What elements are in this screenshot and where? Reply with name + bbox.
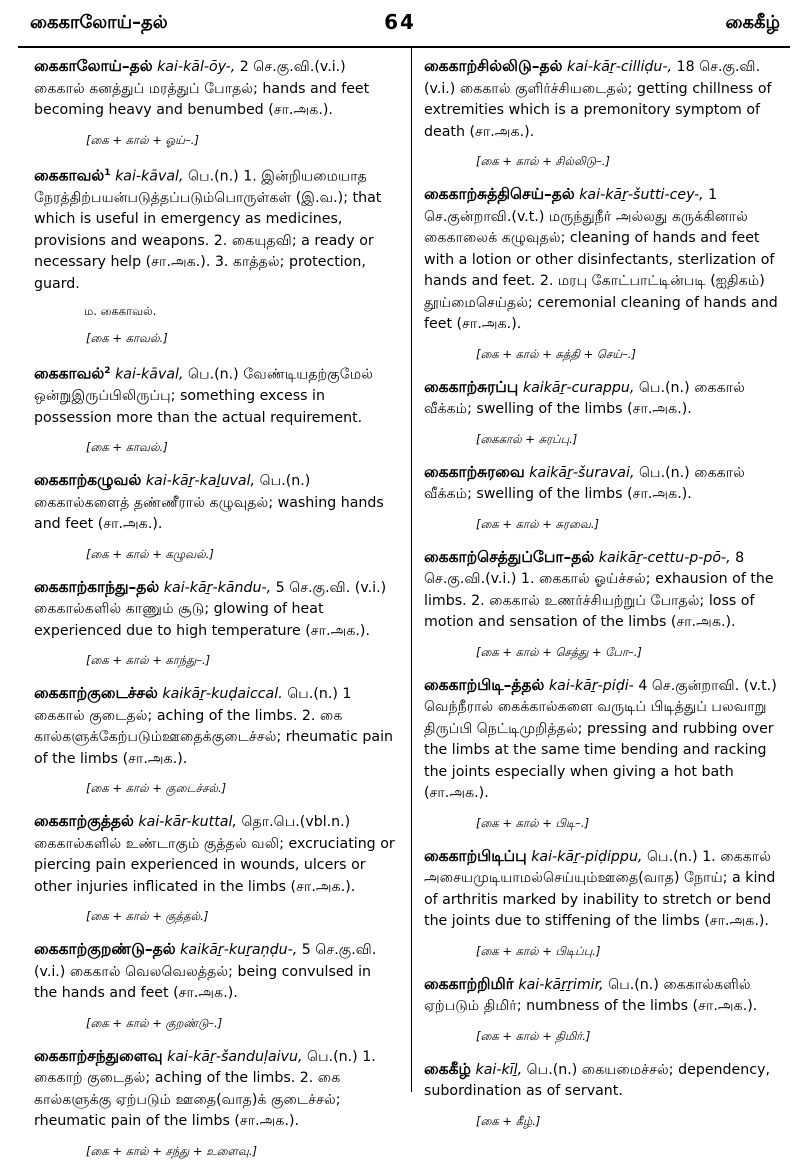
entry-etymology: [கை + கால் + குத்தல்.]: [86, 909, 209, 924]
entry-transliteration: kai-kāṟ-piḍi-: [548, 677, 634, 694]
entry-transliteration: kai-kāṟ-piḍippu,: [531, 848, 643, 865]
entry-transliteration: kai-kāṟ-šutti-cey-,: [579, 187, 704, 203]
dictionary-entry: [34, 361, 398, 429]
entry-definition: 5 செ.கு.வி. (v.i.) கைகால்களில் காணும் சூடு; glowing of heat experienced due to high temperature (சா.அக.).: [34, 579, 387, 639]
entry-etymology: [கை + கால் + சந்து + உளைவு.]: [86, 1143, 258, 1158]
entry-definition: 8 செ.கு.வி.(v.i.) 1. கைகால் ஓய்ச்சல்; exhausion of the limbs. 2. கைகால் உணர்ச்சியற்றுப் போதல்; loss of motion and sensation of the limbs (சா.அக.).: [424, 549, 774, 630]
entry-definition: பெ.(n.) வேண்டியதற்குமேல் ஒன்றுஇருப்பிலிருப்பு; something excess in possession more than the actual requirement.: [34, 366, 374, 426]
entry-etymology: [கை + கால் + திமிர்.]: [476, 1028, 591, 1043]
dictionary-entry: [424, 184, 790, 336]
header-left-guideword: கைகாலோய்–தல்: [30, 12, 168, 33]
dictionary-entry: [424, 1059, 790, 1103]
page-header: [0, 8, 800, 42]
entry-transliteration: kaikāṟ-šuravai,: [529, 464, 635, 481]
entry-superscript: 2: [104, 366, 111, 377]
entry-transliteration: kai-kāṟ-šanduḷaivu,: [167, 1048, 303, 1065]
entry-definition: பெ.(n.) 1. கைகால் அசையமுடியாமல்செய்யும்ஊதை(வாத) நோய்; a kind of arthritis marked by inability to stretch or bend the joints due to stiffening of the limbs (சா.அக.).: [424, 848, 776, 929]
entry-headword: கைகாற்குறண்டு–தல்: [34, 940, 176, 959]
entry-transliteration: kaikāṟ-cettu-p-pō-,: [598, 549, 731, 566]
entry-definition: பெ.(n.) 1 கைகால் குடைதல்; aching of the limbs. 2. கை கால்களுக்கேற்படும்ஊதைக்குடைச்சல்; rheumatic pain of the limbs (சா.அக.).: [34, 686, 394, 767]
entry-transliteration: kai-kāṟ-cilliḍu-,: [567, 59, 673, 75]
entry-transliteration: kaikāṟ-kuṟaṇḍu-,: [180, 942, 298, 959]
entry-headword: கைகாற்குடைச்சல்: [34, 684, 158, 703]
entry-etymology: [கை + கால் + காந்து–.]: [86, 653, 211, 668]
entry-transliteration: kai-kāval,: [115, 168, 184, 185]
entry-definition: தொ.பெ.(vbl.n.) கைகால்களில் உண்டாகும் குத்தல் வலி; excruciating or piercing pain experienced in wounds, ulcers or other injuries inflicated in the limbs (சா.அக.).: [34, 814, 395, 895]
dictionary-entry: [34, 811, 398, 898]
dictionary-entry: [424, 462, 790, 506]
dictionary-entry: [424, 675, 790, 805]
entry-headword: கைகாற்பிடி–த்தல்: [424, 675, 545, 694]
dictionary-entry: [34, 577, 398, 643]
entry-headword: கைகாலோய்–தல்: [34, 57, 153, 75]
entry-definition: பெ.(n.) கைகால் வீக்கம்; swelling of the limbs (சா.அக.).: [424, 379, 745, 417]
entry-transliteration: kai-kāṟṟimir,: [518, 976, 604, 993]
entry-transliteration: kai-kāṟ-kaḻuval,: [145, 473, 256, 490]
entry-etymology: [கை + கீழ்.]: [476, 1113, 541, 1128]
entry-headword: கைகாற்குத்தல்: [34, 812, 134, 831]
entry-etymology: [கை + காவல்.]: [86, 440, 168, 455]
header-right-guideword: கைகீழ்: [725, 12, 780, 33]
entry-definition: 5 செ.கு.வி.(v.i.) கைகால் வெலவெலத்தல்; being convulsed in the hands and feet (சா.அக.).: [34, 942, 377, 1002]
entry-definition: பெ.(n.) கையமைச்சல்; dependency, subordination as of servant.: [424, 1061, 770, 1099]
entry-transliteration: kai-kāl-ōy-,: [157, 59, 236, 75]
entry-definition: 18 செ.கு.வி. (v.i.) கைகால் குளிர்ச்சியடைதல்; getting chillness of extremities which is a premonitory symptom of death (சா.அக.).: [424, 59, 772, 140]
entry-etymology: [கை + கால் + குடைச்சல்.]: [86, 781, 227, 796]
entry-headword: கைகாற்கழுவல்: [34, 471, 142, 490]
dictionary-entry: [424, 56, 790, 143]
entry-etymology: [கை + கால் + குறண்டு–.]: [86, 1015, 223, 1030]
dictionary-entry: [34, 163, 398, 296]
entry-etymology: [கை + கால் + சில்லிடு–.]: [476, 154, 610, 168]
dictionary-entry: [34, 470, 398, 536]
entry-headword: கைகாற்சுரப்பு: [424, 377, 519, 396]
entry-etymology: [கை + கால் + கழுவல்.]: [86, 546, 214, 561]
entry-definition: பெ.(n.) 1. கைகாற் குடைதல்; aching of the limbs. 2. கை கால்களுக்கு ஏற்படும் ஊதை(வாத)க் குடைச்சல்; rheumatic pain of the limbs (சா.அக.).: [34, 1048, 376, 1130]
dictionary-entry: [424, 547, 790, 634]
dictionary-entry: [34, 56, 398, 122]
dictionary-entry: [34, 939, 398, 1005]
dictionary-entry: [34, 1046, 398, 1133]
entry-definition: பெ.(n.) 1. இன்றியமையாத நேரத்திற்பயன்படுத்தப்படும்பொருள்கள் (இ.வ.); that which is useful in emergency as medicines, provisions and weapons. 2. கையுதவி; a ready or necessary help (சா.அக.). 3. காத்தல்; protection, guard.: [34, 168, 382, 292]
entry-superscript: 1: [104, 167, 111, 178]
entry-definition: பெ.(n.) கைகால் வீக்கம்; swelling of the limbs (சா.அக.).: [424, 464, 745, 502]
entry-headword: கைகாற்செத்துப்போ–தல்: [424, 547, 595, 566]
entry-headword: கைகாற்பிடிப்பு: [424, 846, 527, 865]
page-number: 64: [384, 10, 416, 34]
entry-definition: 1 செ.குன்றாவி.(v.t.) மருந்துநீர் அல்லது கருக்கினால் கைகாலைக் கழுவுதல்; cleaning of hands and feet with a lotion or other disinfectants, sterlization of hands and feet. 2. மரபு கோட்பாட்டின்படி (ஐதிகம்) தூய்மைசெய்தல்; ceremonial cleaning of hands and feet (சா.அக.).: [424, 187, 778, 332]
entry-definition: 2 செ.கு.வி.(v.i.) கைகால் கனத்துப் மரத்துப் போதல்; hands and feet becoming heavy and benumbed (சா.அக.).: [34, 59, 370, 118]
column-divider: [411, 48, 412, 1092]
entry-transliteration: kai-kāval,: [115, 366, 184, 383]
dictionary-entry: [34, 683, 398, 770]
entry-headword: கைகாவல்: [34, 364, 105, 383]
entry-headword: கைகீழ்: [424, 1059, 471, 1078]
entry-headword: கைகாற்காந்து–தல்: [34, 577, 160, 596]
entry-headword: கைகாற்சந்துளைவு: [34, 1046, 163, 1065]
entry-transliteration: kai-kīḻ,: [475, 1061, 523, 1078]
dictionary-entry: [424, 846, 790, 933]
entry-cognate-note: ம. கைகாவல்.: [84, 304, 157, 319]
entry-headword: கைகாவல்: [34, 166, 105, 185]
right-column: [424, 56, 790, 1128]
entry-etymology: [கை + கால் + பிடிப்பு.]: [476, 943, 601, 958]
entry-etymology: [கை + கால் + ஓய்–.]: [86, 132, 199, 147]
left-column: [34, 56, 398, 1158]
entry-transliteration: kaikāṟ-kuḍaiccal.: [162, 686, 283, 703]
entry-transliteration: kai-kār-kuttal,: [138, 814, 237, 831]
entry-etymology: [கைகால் + சுரப்பு.]: [476, 431, 578, 446]
entry-etymology: [கை + கால் + பிடி–.]: [476, 815, 590, 830]
dictionary-entry: [424, 377, 790, 421]
entry-headword: கைகாற்றிமிர்: [424, 974, 514, 993]
header-rule: [18, 46, 790, 48]
entry-etymology: [கை + காவல்.]: [86, 331, 168, 346]
entry-definition: 4 செ.குன்றாவி. (v.t.) வெந்நீரால் கைக்கால்களை வருடிப் பிடித்துப் பலவாறு திருப்பி நெட்டிமுறித்தல்; pressing and rubbing over the limbs at the same time bending and racking the joints especially when giving a hot bath (சா.அக.).: [424, 677, 777, 801]
entry-definition: பெ.(n.) கைகால்களில் ஏற்படும் திமிர்; numbness of the limbs (சா.அக.).: [424, 976, 758, 1014]
entry-headword: கைகாற்சுத்திசெய்–தல்: [424, 185, 575, 203]
dictionary-entry: [424, 974, 790, 1018]
entry-etymology: [கை + கால் + சுரவை.]: [476, 516, 600, 531]
entry-headword: கைகாற்சுரவை: [424, 462, 525, 481]
entry-etymology: [கை + கால் + சுத்தி + செய்–.]: [476, 346, 636, 361]
entry-transliteration: kai-kāṟ-kāndu-,: [163, 579, 272, 596]
entry-etymology: [கை + கால் + செத்து + போ–.]: [476, 644, 642, 659]
entry-headword: கைகாற்சில்லிடு–தல்: [424, 57, 563, 75]
entry-definition: பெ.(n.) கைகால்களைத் தண்ணீரால் கழுவுதல்; washing hands and feet (சா.அக.).: [34, 473, 384, 533]
entry-transliteration: kaikāṟ-curappu,: [522, 379, 635, 396]
